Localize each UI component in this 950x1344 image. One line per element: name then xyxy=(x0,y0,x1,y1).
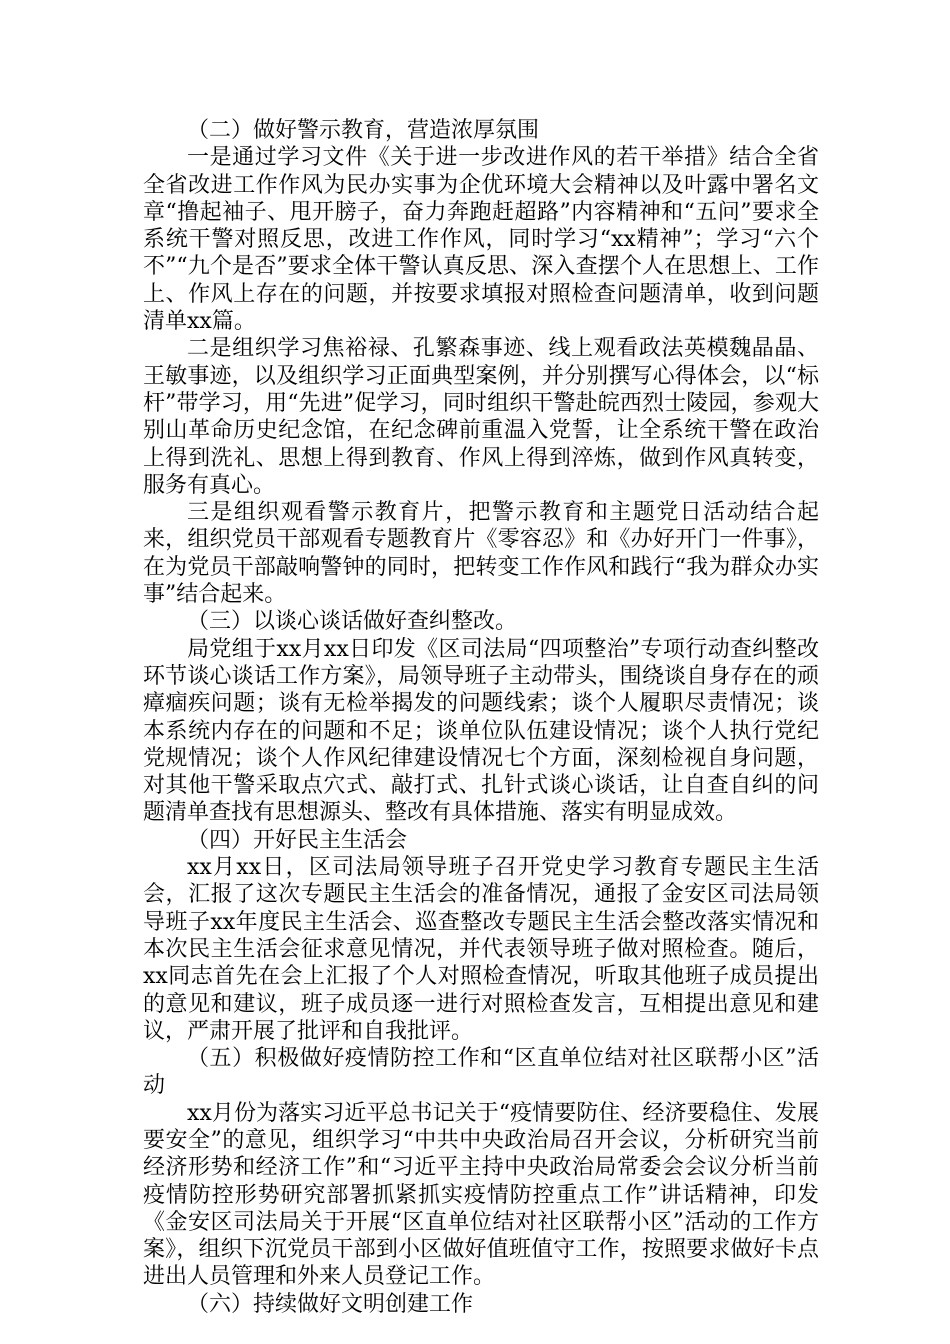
section-heading-2: （二）做好警示教育，营造浓厚氛围 xyxy=(187,118,540,143)
paragraph-warning-education-3: 三是组织观看警示教育片，把警示教育和主题党日活动结合起来，组织党员干部观看专题教育片《零容忍》和《办好开门一件事》，在为党员干部敲响警钟的同时，把转变工作作风和践行“我为群众办实事”结合起来。 xyxy=(143,500,819,608)
section-heading-3: （三）以谈心谈话做好查纠整改。 xyxy=(187,609,518,635)
paragraph-warning-education-1: 一是通过学习文件《关于进一步改进作风的若干举措》结合全省全省改进工作作风为民办实事为企优环境大会精神以及叶露中署名文章“撸起袖子、甩开膀子，奋力奔跑赶超路”内容精神和“五问”要求全系统干警对照反思，改进工作作风，同时学习“xx精神”；学习“六个不”“九个是否”要求全体干警认真反思、深入查摆个人在思想上、工作上、作风上存在的问题，并按要求填报对照检查问题清单，收到问题清单xx篇。 xyxy=(143,145,819,335)
paragraph-democratic-meeting: xx月xx日，区司法局领导班子召开党史学习教育专题民主生活会，汇报了这次专题民主生活会的准备情况，通报了金安区司法局领导班子xx年度民主生活会、巡查整改专题民主生活会整改落实情况和本次民主生活会征求意见情况，并代表领导班子做对照检查。随后，xx同志首先在会上汇报了个人对照检查情况，听取其他班子成员提出的意见和建议，班子成员逐一进行对照检查发言，互相提出意见和建议，严肃开展了批评和自我批评。 xyxy=(143,855,819,1044)
section-heading-6: （六）持续做好文明创建工作 xyxy=(187,1291,474,1317)
paragraph-epidemic-prevention: xx月份为落实习近平总书记关于“疫情要防住、经济要稳住、发展要安全”的意见，组织学习“中共中央政治局召开会议，分析研究当前经济形势和经济工作”和“习近平主持中央政治局常委会会议分析当前疫情防控形势研究部署抓紧抓实疫情防控重点工作”讲话精神，印发《金安区司法局关于开展“区直单位结对社区联帮小区”活动的工作方案》，组织下沉党员干部到小区做好值班值守工作，按照要求做好卡点进出人员管理和外来人员登记工作。 xyxy=(143,1100,819,1290)
paragraph-heart-talk: 局党组于xx月xx日印发《区司法局“四项整治”专项行动查纠整改环节谈心谈话工作方案》，局领导班子主动带头，围绕谈自身存在的顽瘴痼疾问题；谈有无检举揭发的问题线索；谈个人履职尽责情况；谈本系统内存在的问题和不足；谈单位队伍建设情况；谈个人执行党纪党规情况；谈个人作风纪律建设情况七个方面，深刻检视自身问题，对其他干警采取点穴式、敲打式、扎针式谈心谈话，让自查自纠的问题清单查找有思想源头、整改有具体措施、落实有明显成效。 xyxy=(143,636,819,826)
section-heading-4: （四）开好民主生活会 xyxy=(187,827,408,853)
document-body xyxy=(143,117,819,1318)
section-heading-5: （五）积极做好疫情防控工作和“区直单位结对社区联帮小区”活动 xyxy=(143,1046,819,1099)
paragraph-warning-education-2: 二是组织学习焦裕禄、孔繁森事迹、线上观看政法英模魏晶晶、王敏事迹，以及组织学习正面典型案例，并分别撰写心得体会，以“标杆”带学习，用“先进”促学习，同时组织干警赴皖西烈士陵园，参观大别山革命历史纪念馆，在纪念碑前重温入党誓，让全系统干警在政治上得到洗礼、思想上得到教育、作风上得到淬炼，做到作风真转变，服务有真心。 xyxy=(143,336,819,498)
